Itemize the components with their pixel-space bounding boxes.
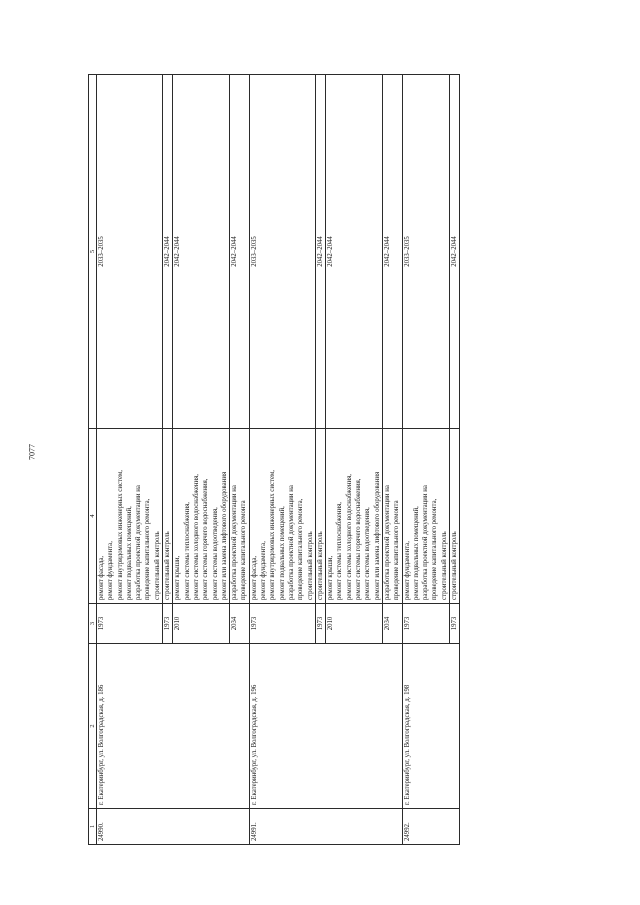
address-cell: г. Екатеринбург, ул. Волгоградская, д. 198: [402, 644, 460, 809]
work-item: ремонт фасада,: [98, 555, 105, 600]
address-cell: г. Екатеринбург, ул. Волгоградская, д. 196: [249, 644, 402, 809]
works-cell: [326, 429, 383, 604]
works-cell: [449, 429, 459, 604]
work-item: ремонт крыши,: [327, 555, 335, 600]
row-number: 24991.: [249, 809, 402, 845]
period-cell: [382, 75, 402, 429]
works-cell: [230, 429, 250, 604]
period-cell: [97, 75, 163, 429]
period-cell: [230, 75, 250, 429]
address-cell: г. Екатеринбург, ул. Волгоградская, д. 186: [97, 644, 250, 809]
year-cell: 2010: [326, 604, 383, 644]
period-cell: [326, 75, 383, 429]
work-item: ремонт фасада,: [250, 555, 258, 600]
works-cell: [97, 429, 163, 604]
work-item: строительный контроль: [440, 531, 448, 600]
work-item: строительный контроль: [153, 531, 161, 600]
work-item: ремонт или замена лифтового оборудования: [373, 471, 381, 600]
works-cell: [315, 429, 325, 604]
period-cell: [402, 75, 449, 429]
col-header-5: 5: [89, 75, 97, 429]
table-row: [249, 75, 315, 845]
work-item: проведение капитального ремонта,: [144, 498, 152, 600]
work-item: проведение капитального ремонта,: [297, 498, 305, 600]
work-item: ремонт системы горячего водоснабжения,: [202, 478, 210, 600]
work-item: разработка проектной документации на: [231, 485, 239, 600]
page-number: 7077: [27, 444, 37, 460]
work-item: ремонт системы теплоснабжения,: [336, 502, 344, 600]
year-cell: 2010: [173, 604, 230, 644]
period-value: 2042–2044: [383, 236, 391, 267]
table-row: [97, 75, 163, 845]
works-cell: [249, 429, 315, 604]
period-cell: [249, 75, 315, 429]
work-item: ремонт системы водоотведения,: [211, 507, 219, 600]
repair-schedule-table: [88, 74, 460, 845]
period-cell: [173, 75, 230, 429]
period-cell: [449, 75, 459, 429]
work-item: ремонт фундамента,: [260, 541, 268, 600]
col-header-1: 1: [89, 809, 97, 845]
work-item: ремонт подвальных помещений,: [125, 506, 133, 600]
period-value: 2042–2044: [174, 236, 182, 267]
year-cell: 2034: [230, 604, 250, 644]
work-item: ремонт или замена лифтового оборудования: [220, 471, 228, 600]
col-header-2: 2: [89, 644, 97, 809]
work-item: разработка проектной документации на: [383, 485, 391, 600]
work-item: ремонт подвальных помещений,: [412, 506, 420, 600]
work-item: ремонт внутридомовых инженерных систем,: [116, 470, 124, 600]
work-item: ремонт системы горячего водоснабжения,: [355, 478, 363, 600]
col-header-3: 3: [89, 604, 97, 644]
year-cell: 1973: [97, 604, 163, 644]
period-cell: [163, 75, 173, 429]
works-cell: [163, 429, 173, 604]
work-item: ремонт крыши,: [174, 555, 182, 600]
period-cell: [315, 75, 325, 429]
works-cell: [173, 429, 230, 604]
work-item: ремонт системы холодного водоснабжения,: [192, 474, 200, 600]
work-item: строительный контроль: [316, 531, 324, 600]
period-value: 2042–2044: [327, 236, 335, 267]
work-item: строительный контроль: [450, 531, 458, 600]
table-row: [402, 75, 449, 845]
period-value: 2033–2035: [403, 236, 411, 267]
period-value: 2033–2035: [98, 236, 105, 267]
work-item: проведение капитального ремонта: [393, 500, 401, 600]
work-item: строительный контроль: [164, 531, 172, 600]
work-item: проведение капитального ремонта,: [431, 498, 439, 600]
work-item: разработка проектной документации на: [287, 485, 295, 600]
row-number: 24992.: [402, 809, 460, 845]
year-cell: 1973: [249, 604, 315, 644]
works-cell: [382, 429, 402, 604]
header-row: [89, 75, 97, 845]
work-item: ремонт системы холодного водоснабжения,: [345, 474, 353, 600]
year-cell: 1973: [402, 604, 449, 644]
work-item: ремонт системы водоотведения,: [364, 507, 372, 600]
year-cell: 1973: [449, 604, 459, 644]
work-item: проведение капитального ремонта: [240, 500, 248, 600]
period-value: 2042–2044: [450, 236, 458, 267]
work-item: ремонт системы теплоснабжения,: [183, 502, 191, 600]
work-item: ремонт внутридомовых инженерных систем,: [269, 470, 277, 600]
work-item: строительный контроль: [306, 531, 314, 600]
work-item: разработка проектной документации на: [135, 485, 143, 600]
period-value: 2033–2035: [250, 236, 258, 267]
work-item: ремонт фундамента,: [403, 541, 411, 600]
table-body: [97, 75, 460, 845]
col-header-4: 4: [89, 429, 97, 604]
year-cell: 1973: [163, 604, 173, 644]
year-cell: 2034: [382, 604, 402, 644]
rotated-table-container: [88, 75, 553, 845]
row-number: 24990.: [97, 809, 250, 845]
work-item: ремонт фундамента,: [107, 541, 115, 600]
period-value: 2042–2044: [164, 236, 172, 267]
period-value: 2042–2044: [316, 236, 324, 267]
period-value: 2042–2044: [231, 236, 239, 267]
work-item: разработка проектной документации на: [422, 485, 430, 600]
year-cell: 1973: [315, 604, 325, 644]
work-item: ремонт подвальных помещений,: [278, 506, 286, 600]
works-cell: [402, 429, 449, 604]
